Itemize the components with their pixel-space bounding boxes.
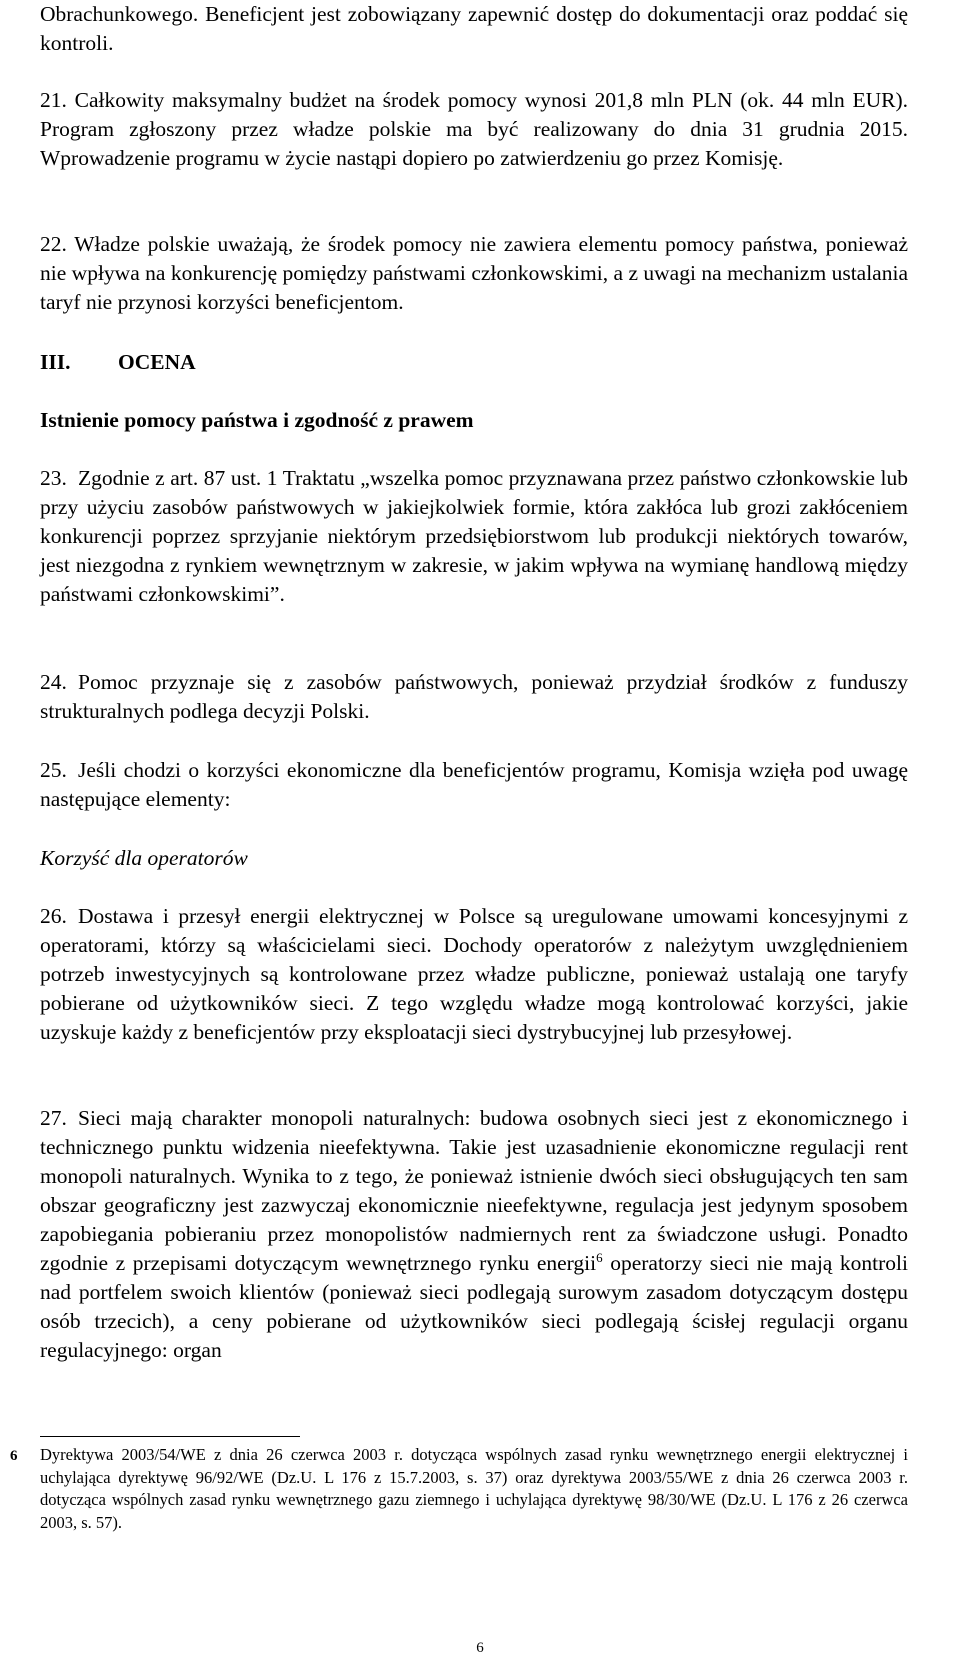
page-number: 6 [476, 1640, 484, 1656]
paragraph-22: 22. Władze polskie uważają, że środek pomocy nie zawiera elementu pomocy państwa, ponieważ nie wpływa na konkurencję pomiędzy państwami członkowskimi, a z uwagi na mechanizm ustalania taryf nie przynosi korzyści beneficjentom. [40, 232, 908, 314]
paragraph-27 [40, 1104, 908, 1365]
paragraph-27-part-a: Sieci mają charakter monopoli naturalnych: budowa osobnych sieci jest z ekonomicznego i technicznego punktu widzenia nieefektywna. Takie jest uzasadnienie ekonomiczne regulacji rent monopoli naturalnych. Wynika to z tego, że ponieważ istnienie dwóch sieci obsługujących ten sam obszar geograficzny jest zazwyczaj ekonomicznie nieefektywne, regulacja jest jedynym sposobem zapobiegania pobieraniu przez monopolistów nadmiernych rent za świadczone usługi. Ponadto zgodnie z przepisami dotyczącym wewnętrznego rynku energii [40, 1106, 908, 1275]
section-roman-numeral: III. [40, 350, 71, 374]
paragraph-intro: Obrachunkowego. Beneficjent jest zobowiązany zapewnić dostęp do dokumentacji oraz poddać się kontroli. [40, 2, 908, 55]
paragraph-24: Pomoc przyznaje się z zasobów państwowych, ponieważ przydział środków z funduszy strukturalnych podlega decyzji Polski. [40, 670, 908, 723]
footnote-text: Dyrektywa 2003/54/WE z dnia 26 czerwca 2003 r. dotycząca wspólnych zasad rynku wewnętrznego energii elektrycznej i uchylająca dyrektywę 96/92/WE (Dz.U. L 176 z 15.7.2003, s. 37) oraz dyrektywa 2003/55/WE z dnia 26 czerwca 2003 r. dotycząca wspólnych zasad rynku wewnętrznego gazu ziemnego i uchylająca dyrektywę 98/30/WE (Dz.U. L 176 z 26 czerwca 2003, s. 57). [40, 1445, 908, 1532]
paragraph-21: 21. Całkowity maksymalny budżet na środek pomocy wynosi 201,8 mln PLN (ok. 44 mln EUR). Program zgłoszony przez władze polskie ma być realizowany do dnia 31 grudnia 2015. Wprowadzenie programu w życie nastąpi dopiero po zatwierdzeniu go przez Komisję. [40, 88, 908, 170]
paragraph-number-24: 24. [40, 670, 67, 694]
section-title: OCENA [118, 350, 196, 374]
paragraph-23: Zgodnie z art. 87 ust. 1 Traktatu „wszelka pomoc przyznawana przez państwo członkowskie lub przy użyciu zasobów państwowych w jakiejkolwiek formie, która zakłóca lub grozi zakłóceniem konkurencji poprzez sprzyjanie niektórym przedsiębiorstwom lub produkcji niektórych towarów, jest niezgodna z rynkiem wewnętrznym w zakresie, w jakim wpływa na wymianę handlową między państwami członkowskimi”. [40, 466, 908, 606]
paragraph-number-26: 26. [40, 904, 67, 928]
paragraph-number-23: 23. [40, 466, 67, 490]
paragraph-27-part-b: operatorzy sieci nie mają kontroli nad portfelem swoich klientów (ponieważ sieci podlegają surowym zasadom dotyczącym dostępu osób trzecich), a ceny pobierane od użytkowników sieci podlegają ścisłej regulacji organu regulacyjnego: organ [40, 1251, 909, 1362]
paragraph-number-27: 27. [40, 1106, 67, 1130]
section-subtitle: Istnienie pomocy państwa i zgodność z prawem [40, 408, 474, 432]
section-heading [40, 348, 196, 377]
paragraph-25: Jeśli chodzi o korzyści ekonomiczne dla beneficjentów programu, Komisja wzięła pod uwagę następujące elementy: [40, 758, 908, 811]
italic-subheading: Korzyść dla operatorów [40, 846, 248, 870]
paragraph-number-25: 25. [40, 758, 67, 782]
paragraph-26: Dostawa i przesył energii elektrycznej w Polsce są uregulowane umowami koncesyjnymi z operatorami, którzy są właścicielami sieci. Dochody operatorów z należytym uwzględnieniem potrzeb inwestycyjnych są kontrolowane przez władze publiczne, ponieważ ustalają one taryfy pobierane od użytkowników sieci. Z tego względu władze mogą kontrolować korzyści, jakie uzyskuje każdy z beneficjentów przy eksploatacji sieci dystrybucyjnej lub przesyłowej. [40, 904, 908, 1044]
footnote-divider [40, 1436, 300, 1437]
footnote-reference[interactable]: 6 [596, 1249, 603, 1265]
footnote-number: 6 [10, 1448, 18, 1464]
